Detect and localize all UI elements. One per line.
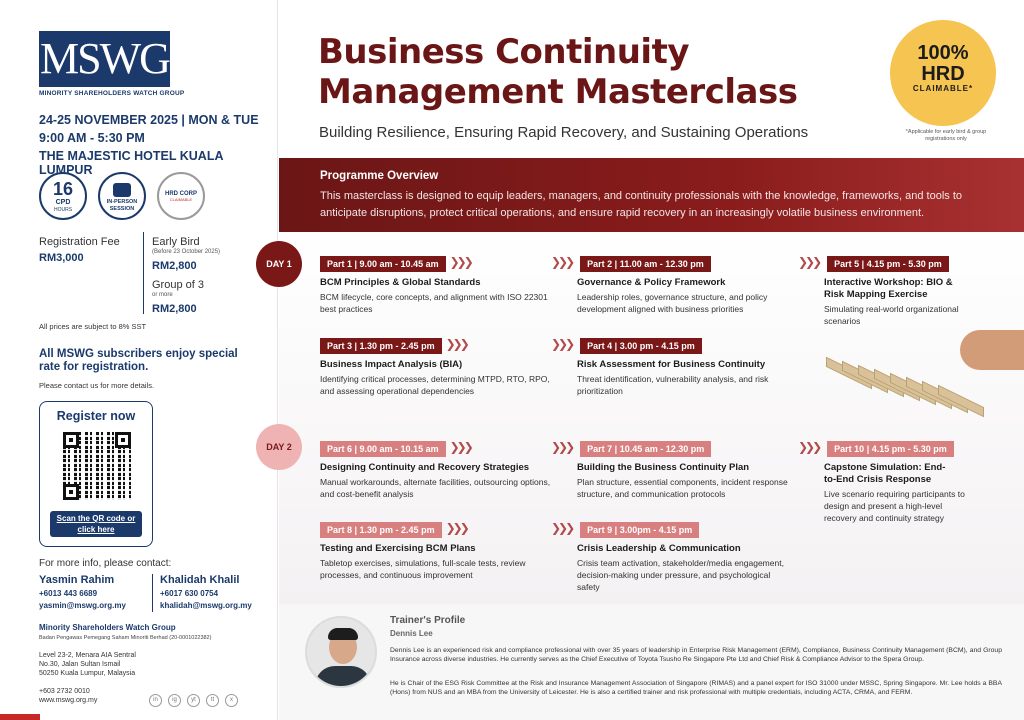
session-desc: Threat identification, vulnerability analysis, and risk prioritization bbox=[577, 374, 769, 396]
org-name: Minority Shareholders Watch Group bbox=[39, 623, 176, 632]
subscriber-promo: All MSWG subscribers enjoy special rate for registration. bbox=[39, 348, 238, 373]
qr-finder-icon bbox=[115, 432, 131, 448]
contact1-phone[interactable]: +6013 443 6689 bbox=[39, 589, 98, 598]
session-card bbox=[798, 439, 998, 524]
chevrons-icon: ❯❯❯ bbox=[551, 440, 573, 454]
logo-subtitle: MINORITY SHAREHOLDERS WATCH GROUP bbox=[39, 90, 185, 97]
red-accent-bar bbox=[0, 714, 40, 720]
org-malay-name: Badan Pengawas Pemegang Saham Minoriti Berhad (20-0001022382) bbox=[39, 635, 212, 641]
event-date: 24-25 NOVEMBER 2025 | MON & TUE bbox=[39, 113, 259, 127]
tiktok-icon[interactable]: tt bbox=[206, 694, 219, 707]
avatar-hair bbox=[328, 628, 358, 640]
session-title: Crisis Leadership & Communication bbox=[577, 543, 741, 554]
session-time-tag: Part 5 | 4.15 pm - 5.30 pm bbox=[827, 256, 949, 272]
x-icon[interactable]: x bbox=[225, 694, 238, 707]
session-time-tag: Part 6 | 9.00 am - 10.15 am bbox=[320, 441, 446, 457]
cpd-number: 16 bbox=[52, 179, 74, 199]
address-line: 50250 Kuala Lumpur, Malaysia bbox=[39, 670, 136, 677]
session-desc: Tabletop exercises, simulations, full-scale tests, review processes, and continuous improvement bbox=[320, 558, 526, 580]
avatar-suit bbox=[315, 666, 371, 688]
address-line: Level 23-2, Menara AIA Sentral bbox=[39, 652, 136, 659]
session-desc: Crisis team activation, stakeholder/media engagement, decision-making under pressure, and psychological safety bbox=[577, 558, 784, 592]
event-time: 9:00 AM - 5:30 PM bbox=[39, 131, 145, 145]
chevrons-icon: ❯❯❯ bbox=[551, 255, 573, 269]
session-time-tag: Part 10 | 4.15 pm - 5.30 pm bbox=[827, 441, 954, 457]
chevrons-icon: ❯❯❯ bbox=[551, 337, 573, 351]
session-time-tag: Part 7 | 10.45 am - 12.30 pm bbox=[580, 441, 711, 457]
linkedin-icon[interactable]: in bbox=[149, 694, 162, 707]
session-title: Interactive Workshop: BIO & Risk Mapping Exercise bbox=[824, 277, 953, 300]
classroom-icon bbox=[113, 183, 131, 197]
overview-title: Programme Overview bbox=[320, 170, 439, 182]
trainer-bio-2: He is Chair of the ESG Risk Committee at the Risk and Insurance Management Association of Singapore (RIMAS) and a panel expert for ISO 31000 under MSSC, Spring Singapore. Mr. Lee holds a BBA (Hons) from NUS and an MBA from the University of Leicester. He is also a certified trainer and risk professional with multiple credentials, including ACTA, CRMA, and FERM. bbox=[390, 680, 1002, 696]
contact2-phone[interactable]: +6017 630 0754 bbox=[160, 589, 219, 598]
registration-fee-label: Registration Fee bbox=[39, 236, 120, 248]
session-desc: Simulating real-world organizational scenarios bbox=[824, 304, 959, 326]
group-value: RM2,800 bbox=[152, 303, 197, 315]
session-card bbox=[320, 439, 560, 500]
session-time-tag: Part 4 | 3.00 pm - 4.15 pm bbox=[580, 338, 702, 354]
org-phone[interactable]: +603 2732 0010 bbox=[39, 688, 90, 695]
register-box bbox=[39, 401, 153, 547]
social-links bbox=[149, 694, 238, 707]
hrd-corp-sub: CLAIMABLE bbox=[169, 197, 193, 202]
session-time-tag: Part 8 | 1.30 pm - 2.45 pm bbox=[320, 522, 442, 538]
session-card bbox=[551, 254, 791, 315]
page-title bbox=[318, 32, 797, 112]
title-line: Management Masterclass bbox=[318, 72, 798, 112]
cpd-badge bbox=[39, 172, 87, 220]
register-link-button[interactable]: Scan the QR code or click here bbox=[50, 511, 142, 537]
cpd-hours-label: HOURS bbox=[53, 207, 73, 213]
chevrons-icon: ❯❯❯ bbox=[551, 521, 573, 535]
page-subtitle: Building Resilience, Ensuring Rapid Recovery, and Sustaining Operations bbox=[319, 124, 809, 141]
chevrons-icon: ❯❯❯ bbox=[445, 521, 467, 535]
contact-divider bbox=[152, 574, 153, 612]
hrd-text: HRD bbox=[921, 63, 965, 85]
hrd-corp-badge bbox=[157, 172, 205, 220]
session-time-tag: Part 2 | 11.00 am - 12.30 pm bbox=[580, 256, 711, 272]
trainer-photo bbox=[305, 616, 377, 688]
registration-fee-value: RM3,000 bbox=[39, 252, 84, 264]
org-website-link[interactable]: www.mswg.org.my bbox=[39, 697, 98, 704]
instagram-icon[interactable]: ig bbox=[168, 694, 181, 707]
address-line: No.30, Jalan Sultan Ismail bbox=[39, 661, 121, 668]
hand-image bbox=[960, 330, 1024, 370]
hrd-corp-label: HRD CORP bbox=[164, 191, 197, 197]
session-desc: Identifying critical processes, determining MTPD, RTO, RPO, and assessing operational dependencies bbox=[320, 374, 550, 396]
sidebar bbox=[0, 0, 278, 720]
session-title: Business Impact Analysis (BIA) bbox=[320, 359, 463, 370]
session-time-tag: Part 3 | 1.30 pm - 2.45 pm bbox=[320, 338, 442, 354]
contact1-email[interactable]: yasmin@mswg.org.my bbox=[39, 601, 126, 610]
hrd-claimable-badge bbox=[890, 20, 996, 126]
session-desc: Live scenario requiring participants to design and present a high-level recovery and continuity strategy bbox=[824, 489, 965, 523]
sst-note: All prices are subject to 8% SST bbox=[39, 322, 147, 331]
session-card bbox=[320, 336, 560, 397]
session-title: BCM Principles & Global Standards bbox=[320, 277, 481, 288]
trainer-bio-1: Dennis Lee is an experienced risk and compliance professional with over 35 years of leadership in Enterprise Risk Management (ERM), Compliance, Business Continuity Management (BCM), and Group Insurance across diverse industries. He currently serves as the Chief Executive of Toyota Tsusho Re Singapore Pte Ltd and Chief Risk & Compliance Advisor to the Spera Group. bbox=[390, 647, 1002, 663]
hrd-claimable: CLAIMABLE* bbox=[912, 84, 974, 93]
early-bird-label: Early Bird bbox=[152, 236, 200, 248]
session-time-tag: Part 9 | 3.00pm - 4.15 pm bbox=[580, 522, 699, 538]
contact1-name: Yasmin Rahim bbox=[39, 574, 115, 586]
cpd-label: CPD bbox=[55, 199, 71, 206]
trainer-profile-title: Trainer's Profile bbox=[390, 615, 466, 626]
org-address bbox=[39, 651, 136, 678]
early-bird-note: (Before 23 October 2025) bbox=[152, 249, 221, 255]
register-title: Register now bbox=[56, 409, 136, 423]
title-line: Business Continuity bbox=[318, 32, 689, 72]
trainer-name: Dennis Lee bbox=[390, 629, 433, 638]
hrd-footnote: *Applicable for early bird & group registrations only bbox=[905, 129, 987, 142]
session-title: Building the Business Continuity Plan bbox=[577, 462, 750, 473]
fee-divider bbox=[143, 232, 144, 314]
session-title: Capstone Simulation: End-to-End Crisis Response bbox=[824, 462, 946, 485]
event-venue: THE MAJESTIC HOTEL KUALA LUMPUR bbox=[39, 149, 224, 177]
session-desc: Plan structure, essential components, incident response structure, and communication protocols bbox=[577, 477, 788, 499]
group-label: Group of 3 bbox=[152, 279, 204, 291]
session-title: Designing Continuity and Recovery Strategies bbox=[320, 462, 530, 473]
group-note: or more bbox=[152, 292, 173, 298]
early-bird-value: RM2,800 bbox=[152, 260, 197, 272]
hrd-percent: 100% bbox=[917, 42, 969, 64]
chevrons-icon: ❯❯❯ bbox=[449, 440, 471, 454]
in-person-label: IN-PERSON SESSION bbox=[106, 199, 138, 212]
session-card bbox=[551, 520, 791, 593]
day1-marker: DAY 1 bbox=[256, 241, 302, 287]
session-card bbox=[320, 254, 560, 315]
session-desc: Leadership roles, governance structure, and policy development aligned with business priorities bbox=[577, 292, 768, 314]
programme-overview bbox=[279, 158, 1024, 232]
mswg-logo[interactable]: MSWG bbox=[39, 31, 170, 87]
qr-finder-icon bbox=[63, 432, 79, 448]
in-person-badge bbox=[98, 172, 146, 220]
session-title: Testing and Exercising BCM Plans bbox=[320, 543, 476, 554]
session-time-tag: Part 1 | 9.00 am - 10.45 am bbox=[320, 256, 446, 272]
youtube-icon[interactable]: yt bbox=[187, 694, 200, 707]
chevrons-icon: ❯❯❯ bbox=[449, 255, 471, 269]
chevrons-icon: ❯❯❯ bbox=[445, 337, 467, 351]
contact2-name: Khalidah Khalil bbox=[160, 574, 240, 586]
session-card bbox=[798, 254, 998, 327]
session-title: Governance & Policy Framework bbox=[577, 277, 726, 288]
contact2-email[interactable]: khalidah@mswg.org.my bbox=[160, 601, 252, 610]
chevrons-icon: ❯❯❯ bbox=[798, 255, 820, 269]
session-card bbox=[320, 520, 560, 581]
qr-finder-icon bbox=[63, 484, 79, 500]
promo-sub: Please contact us for more details. bbox=[39, 381, 155, 390]
contact-intro: For more info, please contact: bbox=[39, 558, 172, 569]
session-desc: Manual workarounds, alternate facilities, outsourcing options, and cost-benefit analysis bbox=[320, 477, 551, 499]
session-card bbox=[551, 439, 791, 500]
session-title: Risk Assessment for Business Continuity bbox=[577, 359, 766, 370]
chevrons-icon: ❯❯❯ bbox=[798, 440, 820, 454]
session-card bbox=[551, 336, 791, 397]
overview-text: This masterclass is designed to equip leaders, managers, and continuity professionals with the knowledge, frameworks, and tools to anticipate disruptions, protect critical operations, and ensure rapid recovery in an increasingly volatile business environment. bbox=[320, 190, 963, 219]
day2-marker: DAY 2 bbox=[256, 424, 302, 470]
session-desc: BCM lifecycle, core concepts, and alignment with ISO 22301 best practices bbox=[320, 292, 548, 314]
